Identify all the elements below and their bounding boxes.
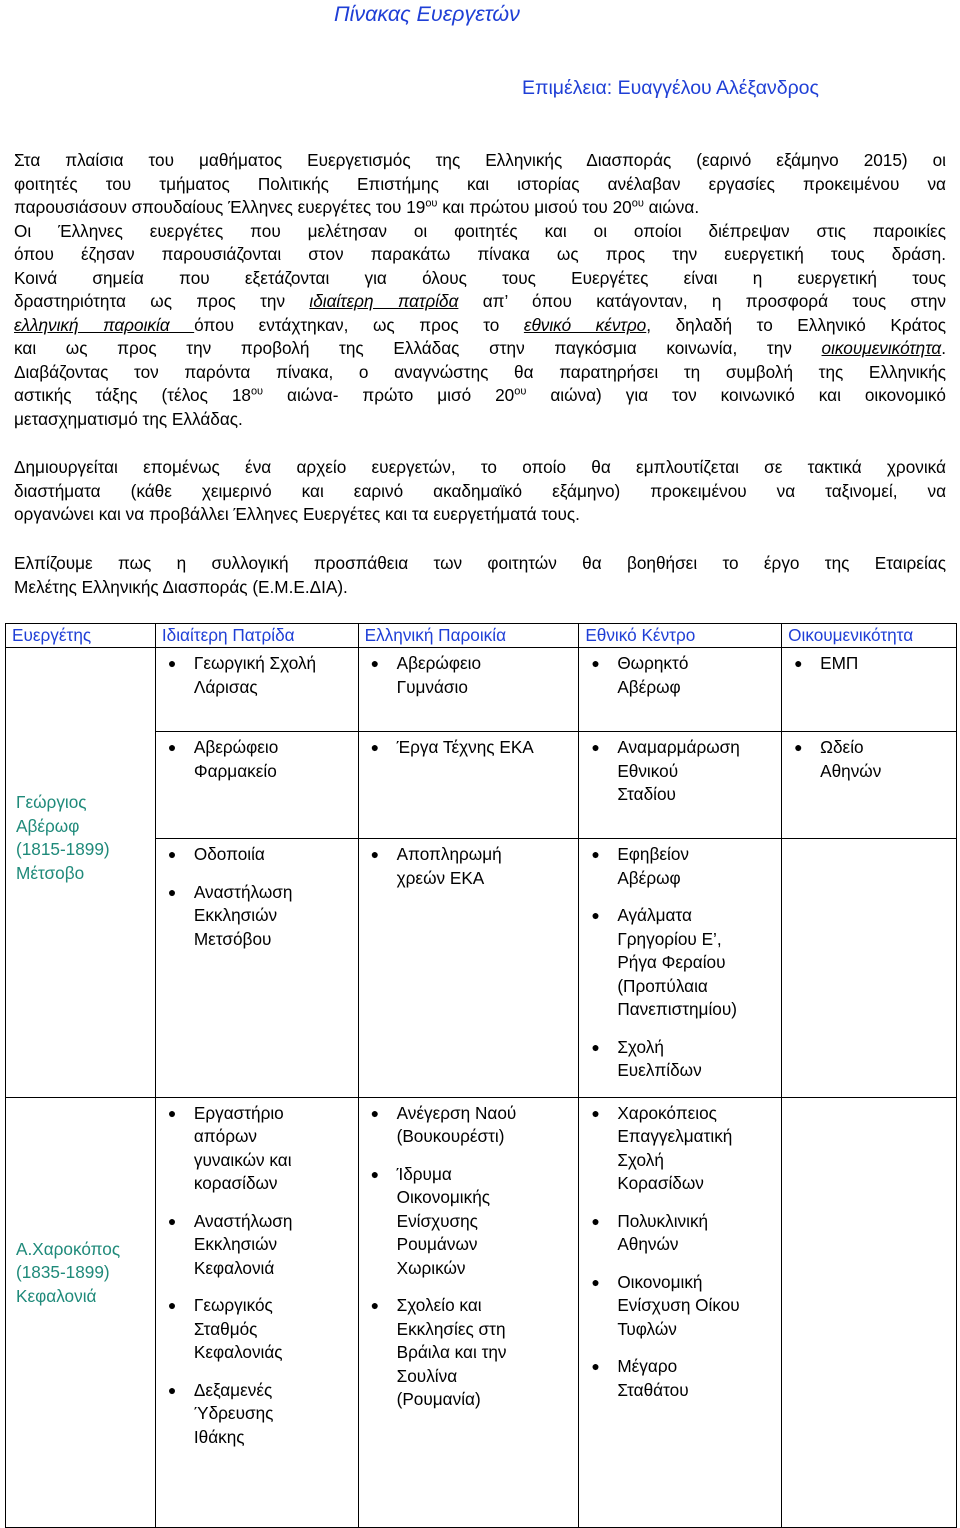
bullet-list — [359, 839, 579, 890]
list-item — [591, 736, 781, 807]
list-item — [794, 652, 956, 676]
bullet-list — [579, 732, 781, 807]
column-header-homeland: Ιδιαίτερη Πατρίδα — [155, 624, 358, 648]
list-item-line: ● Αναστήλωση — [193, 881, 293, 902]
list-item-line: χρεών ΕΚΑ — [396, 867, 485, 888]
list-item — [168, 881, 358, 952]
emphasis-term: ιδιαίτερη πατρίδα — [309, 291, 459, 311]
text-run: και ως προς την προβολή της Ελλάδας στην παγκόσμια κοινωνία, την — [14, 338, 822, 358]
list-item-line: Ρουμάνων — [396, 1234, 478, 1254]
table-cell — [579, 1097, 782, 1527]
paragraph-line: Ελπίζουμε πως η συλλογική προσπάθεια των φοιτητών θα βοηθήσει το έργο της Εταιρείας — [14, 553, 946, 573]
intro-line — [14, 337, 946, 361]
benefactor-name-line: Α.Χαροκόπος — [16, 1238, 121, 1259]
list-item-line: Σουλίνα — [396, 1365, 458, 1386]
list-item — [168, 1379, 358, 1450]
bullet-list — [359, 648, 579, 699]
list-item-line: Γυμνάσιο — [396, 676, 468, 697]
list-item-line: απόρων — [193, 1126, 258, 1146]
text-run: απ’ όπου κατάγονταν, η προσφορά τους στην — [458, 291, 946, 311]
list-item — [168, 1210, 358, 1281]
list-item-line: Αβέρωφ — [617, 676, 681, 697]
text-run: δραστηριότητα ως προς την — [14, 291, 310, 311]
table-cell — [358, 839, 579, 1098]
list-item-line: Επαγγελματική — [617, 1126, 733, 1146]
benefactor-cell-charokopos — [6, 1097, 156, 1527]
benefactor-cell-averof — [6, 648, 156, 1098]
paragraph-line: Μελέτης Ελληνικής Διασποράς (Ε.Μ.Ε.ΔΙΑ). — [14, 576, 348, 597]
list-item-line: Φαρμακείο — [193, 760, 277, 781]
list-item-line: ● Αναμαρμάρωση — [617, 737, 740, 757]
benefactor-name-line: Κεφαλονιά — [16, 1285, 97, 1306]
text-run: . — [941, 338, 946, 358]
table-cell — [782, 1097, 957, 1527]
column-header-national-center: Εθνικό Κέντρο — [579, 624, 782, 648]
list-item-line: ● Αποπληρωμή — [396, 844, 502, 864]
list-item — [168, 843, 358, 867]
list-item — [591, 1271, 781, 1342]
list-item-line: ● Γεωργικός — [193, 1295, 273, 1315]
list-item-line: ● Μέγαρο — [617, 1356, 678, 1376]
table-row — [6, 648, 957, 732]
list-item-line: ● Εργαστήριο — [193, 1102, 284, 1123]
table-cell — [155, 732, 358, 839]
table-cell — [358, 648, 579, 732]
table-cell — [579, 732, 782, 839]
list-item — [371, 1102, 579, 1149]
table-cell — [155, 1097, 358, 1527]
text-run: αιώνα. — [643, 197, 700, 217]
list-item-line: κορασίδων — [193, 1173, 278, 1193]
list-item-line: ● Ανέγερση Ναού — [396, 1102, 517, 1123]
table-cell — [155, 648, 358, 732]
intro-paragraph — [14, 149, 946, 431]
intro-line — [14, 384, 946, 408]
table-cell — [782, 648, 957, 732]
list-item-line: Ενίσχυση Οίκου — [617, 1295, 740, 1315]
list-item-line: Εθνικού — [617, 760, 679, 781]
list-item-line: Αβέρωφ — [617, 867, 681, 888]
list-item-line: (Ρουμανία) — [396, 1389, 481, 1409]
bullet-list — [579, 1098, 781, 1403]
list-item-line: Κεφαλονιάς — [193, 1342, 283, 1362]
column-header-universality: Οικουμενικότητα — [782, 624, 957, 648]
benefactors-table — [5, 623, 957, 1528]
list-item-line: Αθηνών — [820, 760, 882, 781]
intro-line: Στα πλαίσια του μαθήματος Ευεργετισμός της Ελληνικής Διασποράς (εαρινό εξάμηνο 2015) οι — [14, 150, 946, 170]
bullet-list — [782, 732, 956, 783]
table-cell — [579, 839, 782, 1098]
emphasis-term: οικουμενικότητα — [821, 338, 942, 358]
bullet-list — [359, 732, 579, 760]
list-item-line: ● Ωδείο — [820, 737, 864, 757]
bullet-list — [156, 839, 358, 951]
list-item-line: ● Έργα Τέχνης ΕΚΑ — [396, 737, 534, 757]
list-item-line: Ύδρευσης — [193, 1403, 274, 1423]
column-header-benefactor: Ευεργέτης — [6, 624, 156, 648]
list-item-line: ● Χαροκόπειος — [617, 1102, 717, 1123]
list-item — [371, 1163, 579, 1281]
list-item-line: Αθηνών — [617, 1234, 679, 1254]
list-item-line: ● Αγάλματα — [617, 905, 692, 925]
list-item — [591, 1036, 781, 1083]
text-run: παρουσιάσουν σπουδαίους Έλληνες ευεργέτες του 19 — [14, 197, 426, 217]
list-item — [168, 652, 358, 699]
intro-line: Οι Έλληνες ευεργέτες που μελέτησαν οι φοιτητές και οι οποίοι διέπρεψαν στις παροικίες — [14, 220, 946, 241]
list-item-line: Κεφαλονιά — [193, 1257, 275, 1278]
table-cell — [155, 839, 358, 1098]
text-run: αιώνα) για τον κοινωνικό και οικονομικό — [526, 385, 946, 405]
column-header-community: Ελληνική Παροικία — [358, 624, 579, 648]
list-item-line: Οικονομικής — [396, 1187, 491, 1207]
list-item-line: (Βουκουρέστι) — [396, 1126, 505, 1146]
list-item-line: ● Αναστήλωση — [193, 1210, 293, 1231]
editor-credit: Επιμέλεια: Ευαγγέλου Αλέξανδρος — [522, 77, 819, 99]
benefactor-name-line: (1815-1899) — [16, 839, 110, 859]
list-item — [371, 736, 579, 760]
list-item-line: Λάρισας — [193, 676, 258, 697]
list-item-line: ● Ίδρυμα — [396, 1163, 452, 1184]
superscript: ου — [250, 385, 264, 398]
list-item — [371, 652, 579, 699]
list-item-line: ● Εφηβείον — [617, 844, 689, 864]
intro-line — [14, 196, 946, 220]
bullet-list — [782, 648, 956, 676]
list-item-line: Εκκλησιών — [193, 1234, 278, 1254]
list-item — [591, 904, 781, 1022]
intro-line: φοιτητές του τμήματος Πολιτικής Επιστήμης και ιστορίας ανέλαβαν εργασίες προκειμένου να — [14, 173, 946, 194]
list-item-line: ● Οδοποιία — [193, 844, 265, 864]
list-item-line: ● Οικονομική — [617, 1271, 703, 1292]
list-item — [591, 1210, 781, 1257]
list-item — [591, 843, 781, 890]
list-item-line: Βράιλα και την — [396, 1342, 507, 1362]
paragraph-line: διαστήματα (κάθε χειμερινό και εαρινό ακαδημαϊκό εξάμηνο) προκειμένου να ταξινομεί, να — [14, 480, 946, 501]
archive-paragraph — [14, 456, 946, 527]
benefactor-name-line: Γεώργιος — [16, 792, 87, 812]
list-item-line: Γρηγορίου Ε’, — [617, 928, 722, 949]
list-item-line: γυναικών και — [193, 1149, 292, 1170]
paragraph-line: Δημιουργείται επομένως ένα αρχείο ευεργετών, το οποίο θα εμπλουτίζεται σε τακτικά χρονικά — [14, 457, 946, 477]
text-run: όπου εντάχτηκαν, ως προς το — [194, 314, 524, 335]
list-item-line: ● Σχολείο και — [396, 1295, 482, 1315]
page-title: Πίνακας Ευεργετών — [334, 2, 520, 26]
list-item-line: ● Θωρηκτό — [617, 653, 689, 673]
list-item-line: ● Σχολή — [617, 1036, 664, 1057]
superscript: ου — [631, 197, 644, 210]
list-item-line: Σταθάτου — [617, 1379, 689, 1400]
bullet-list — [156, 1098, 358, 1450]
list-item-line: Κορασίδων — [617, 1173, 704, 1193]
bullet-list — [579, 648, 781, 699]
intro-line — [14, 314, 946, 338]
list-item — [168, 736, 358, 783]
list-item — [168, 1102, 358, 1196]
list-item-line: Μετσόβου — [193, 928, 272, 949]
intro-line: Κοινά σημεία που εξετάζονται για όλους τους Ευεργέτες είναι η ευεργετική τους — [14, 267, 946, 288]
intro-line: μετασχηματισμό της Ελλάδας. — [14, 408, 243, 429]
list-item-line: Εκκλησιών — [193, 905, 278, 925]
intro-line — [14, 290, 946, 314]
bullet-list — [156, 648, 358, 699]
list-item — [794, 736, 956, 783]
benefactor-name-line: Αβέρωφ — [16, 815, 80, 836]
table-cell — [579, 648, 782, 732]
emphasis-term: ελληνική παροικία — [14, 314, 195, 335]
list-item-line: Ενίσχυσης — [396, 1210, 478, 1231]
bullet-list — [579, 839, 781, 1083]
closing-paragraph — [14, 552, 946, 599]
table-cell — [782, 732, 957, 839]
intro-line: Διαβάζοντας τον παρόντα πίνακα, ο αναγνώστης θα παρατηρήσει τη συμβολή της Ελληνικής — [14, 361, 946, 382]
list-item-line: ● Αβερώφειο — [193, 737, 279, 757]
list-item-line: Σταθμός — [193, 1318, 258, 1339]
text-run: αστικής τάξης (τέλος 18 — [14, 385, 251, 405]
table-cell — [782, 839, 957, 1098]
table-header-row — [6, 624, 957, 648]
list-item-line: Τυφλών — [617, 1318, 677, 1339]
list-item-line: ● Δεξαμενές — [193, 1379, 273, 1400]
list-item-line: Πανεπιστημίου) — [617, 999, 737, 1019]
list-item-line: ● ΕΜΠ — [820, 653, 859, 673]
benefactor-name-line: Μέτσοβο — [16, 862, 85, 883]
table-cell — [358, 732, 579, 839]
emphasis-term: εθνικό κέντρο — [523, 314, 647, 335]
list-item-line: Ρήγα Φεραίου — [617, 952, 726, 972]
intro-line: όπου έζησαν παρουσιάζονται στον παρακάτω πίνακα ως προς την ευεργετική τους δράση. — [14, 244, 946, 264]
list-item-line: Χωρικών — [396, 1257, 466, 1278]
benefactor-name-line: (1835-1899) — [16, 1262, 110, 1282]
list-item — [591, 652, 781, 699]
table-cell — [358, 1097, 579, 1527]
list-item-line: Σταδίου — [617, 784, 676, 804]
bullet-list — [156, 732, 358, 783]
list-item — [168, 1294, 358, 1365]
text-run: αιώνα- πρώτο μισό 20 — [263, 385, 515, 405]
list-item-line: Εκκλησίες στη — [396, 1318, 506, 1339]
text-run: , δηλαδή το Ελληνικό Κράτος — [646, 314, 946, 335]
text-run: και πρώτου μισού του 20 — [437, 197, 632, 217]
list-item-line: ● Αβερώφειο — [396, 653, 482, 673]
superscript: ου — [425, 197, 438, 210]
list-item — [371, 843, 579, 890]
list-item-line: ● Πολυκλινική — [617, 1210, 709, 1231]
list-item-line: Ιθάκης — [193, 1426, 245, 1447]
list-item — [591, 1355, 781, 1402]
paragraph-line: οργανώνει και να προβάλλει Έλληνες Ευεργέτες και τα ευεργετήματά τους. — [14, 504, 580, 524]
list-item-line: Ευελπίδων — [617, 1060, 702, 1080]
list-item — [371, 1294, 579, 1412]
superscript: ου — [514, 385, 527, 398]
list-item — [591, 1102, 781, 1196]
bullet-list — [359, 1098, 579, 1412]
list-item-line: Σχολή — [617, 1149, 664, 1170]
list-item-line: (Προπύλαια — [617, 975, 708, 996]
table-row — [6, 1097, 957, 1527]
list-item-line: ● Γεωργική Σχολή — [193, 653, 317, 673]
